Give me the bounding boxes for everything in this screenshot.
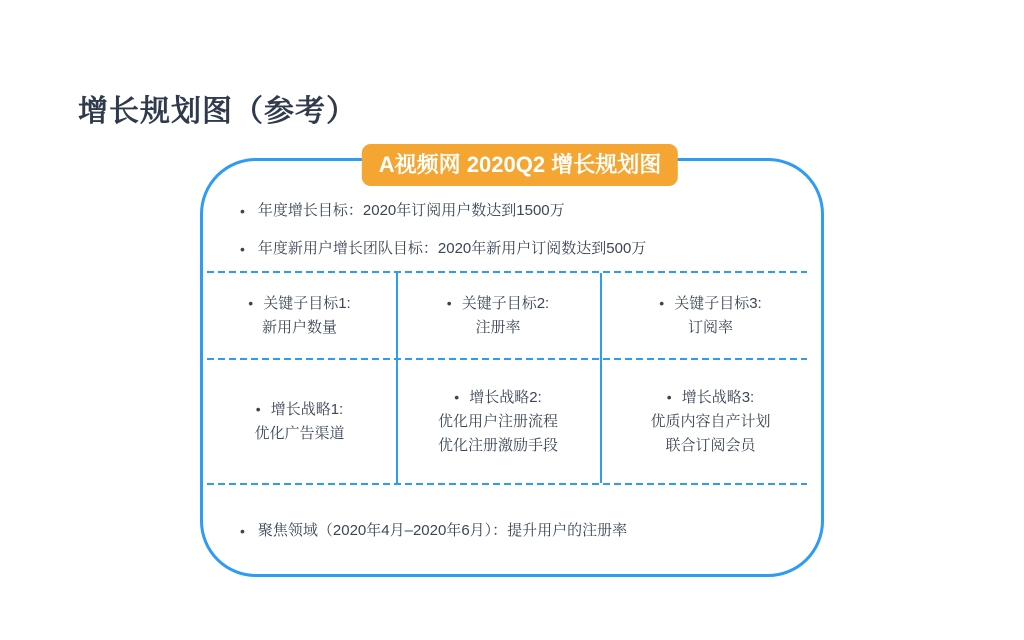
annual-goal-item xyxy=(240,241,821,257)
vertical-divider xyxy=(396,273,398,483)
subgoal-text: 订阅率 xyxy=(687,319,733,336)
goals-strategies-grid xyxy=(203,273,821,483)
strategy-text: 优化用户注册流程 xyxy=(437,413,558,430)
annual-goal-item xyxy=(240,203,821,219)
focus-text: 聚焦领域（2020年4月–2020年6月）：提升用户的注册率 xyxy=(257,522,628,539)
strategy-title: 增长战略1: xyxy=(270,401,344,418)
strategy-cell-2 xyxy=(396,360,600,483)
page-title: 增长规划图（参考） xyxy=(78,95,357,128)
strategy-text: 优质内容自产计划 xyxy=(650,413,771,430)
board-title-badge: A视频网 2020Q2 增长规划图 xyxy=(362,144,678,186)
growth-plan-board xyxy=(200,152,824,577)
annual-goal-text: 年度新用户增长团队目标：2020年新用户订阅数达到500万 xyxy=(257,240,647,257)
subgoal-title: 关键子目标2: xyxy=(461,295,550,312)
strategies-row xyxy=(203,360,821,483)
bullet-icon: • xyxy=(240,241,245,257)
strategy-cell-1 xyxy=(203,360,396,483)
strategy-text: 优化注册激励手段 xyxy=(437,437,558,454)
subgoal-text: 注册率 xyxy=(475,319,521,336)
bullet-icon: • xyxy=(666,389,672,405)
annual-goal-text: 年度增长目标：2020年订阅用户数达到1500万 xyxy=(257,202,565,219)
strategy-cell-3 xyxy=(600,360,821,483)
bullet-icon: • xyxy=(446,295,452,311)
vertical-divider xyxy=(600,273,602,483)
subgoal-cell-3 xyxy=(600,273,821,358)
bullet-icon: • xyxy=(659,295,665,311)
subgoal-title: 关键子目标1: xyxy=(263,295,351,312)
sub-goals-row xyxy=(203,273,821,358)
bullet-icon: • xyxy=(255,401,261,417)
strategy-title: 增长战略3: xyxy=(681,389,755,406)
bullet-icon: • xyxy=(454,389,460,405)
bullet-icon: • xyxy=(240,523,245,539)
bullet-icon: • xyxy=(240,203,245,219)
strategy-text: 优化广告渠道 xyxy=(254,425,345,442)
focus-section xyxy=(203,485,821,539)
strategy-text: 联合订阅会员 xyxy=(665,437,756,454)
focus-item xyxy=(240,523,821,539)
subgoal-text: 新用户数量 xyxy=(261,319,337,336)
subgoal-title: 关键子目标3: xyxy=(674,295,762,312)
strategy-title: 增长战略2: xyxy=(469,389,542,406)
bullet-icon: • xyxy=(248,295,254,311)
subgoal-cell-1 xyxy=(203,273,396,358)
subgoal-cell-2 xyxy=(396,273,600,358)
